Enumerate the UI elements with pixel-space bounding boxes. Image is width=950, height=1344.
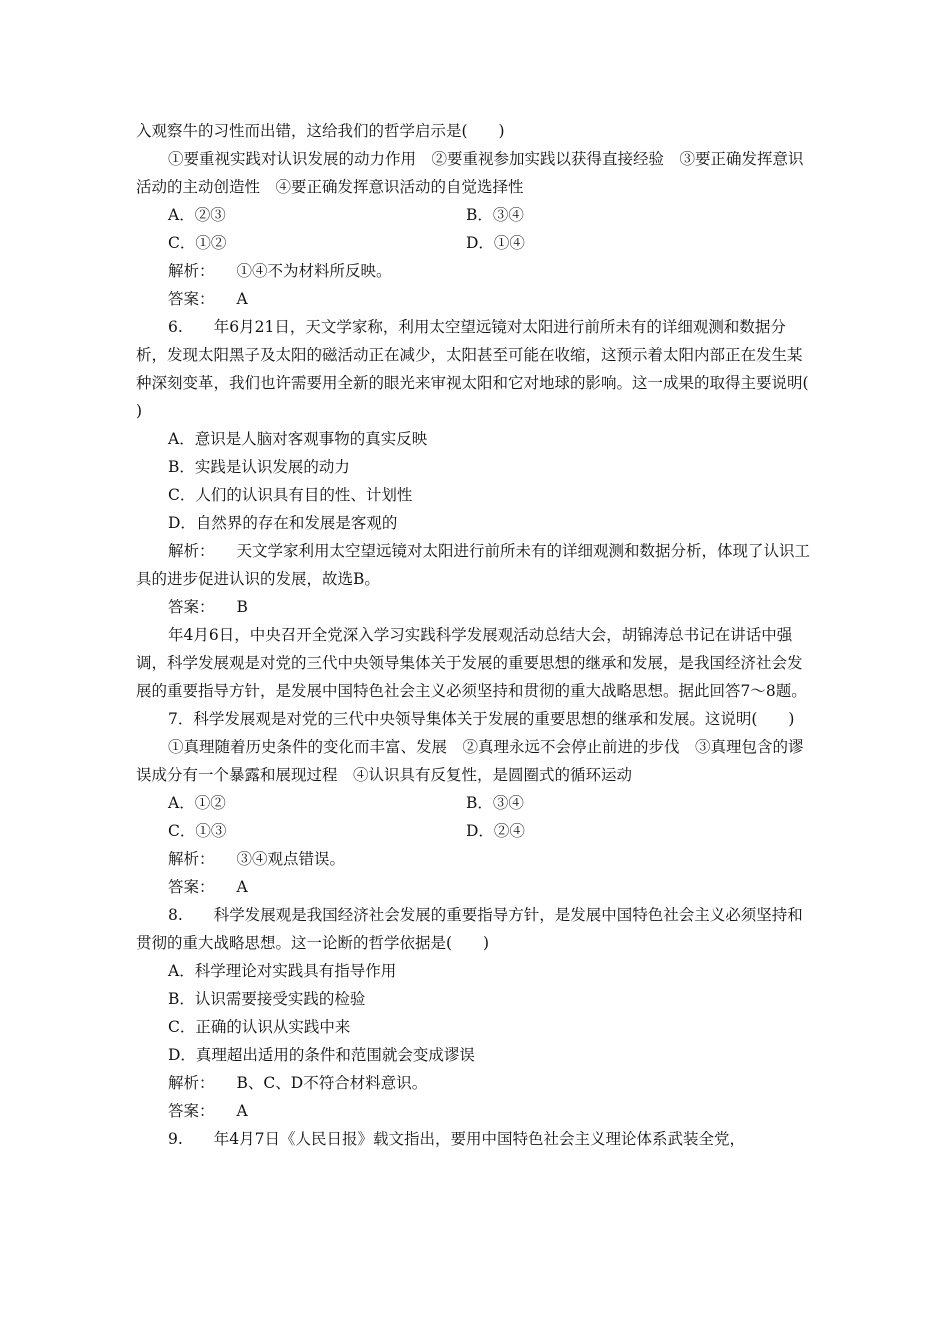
q7-analysis-text: ③④观点错误。: [236, 850, 346, 868]
q6-answer-label: 答案：: [168, 598, 215, 616]
q8-analysis-text: B、C、D不符合材料意识。: [236, 1074, 428, 1092]
q6-answer-value: B: [236, 598, 248, 616]
q8-analysis-label: 解析：: [168, 1074, 215, 1092]
q5-option-d: D．①④: [466, 234, 525, 252]
q5-analysis-text: ①④不为材料所反映。: [236, 262, 392, 280]
q5-analysis: [136, 257, 816, 285]
q5-option-c: C．①②: [168, 234, 227, 252]
q7-answer: [136, 873, 816, 901]
q5-options-text: ①要重视实践对认识发展的动力作用 ②要重视参加实践以获得直接经验 ③要正确发挥意识活动的主动创造性 ④要正确发挥意识活动的自觉选择性: [136, 150, 804, 196]
q7-options-text: ①真理随着历史条件的变化而丰富、发展 ②真理永远不会停止前进的步伐 ③真理包含的谬误成分有一个暴露和展现过程 ④认识具有反复性，是圆圈式的循环运动: [136, 738, 804, 784]
q6-answer: [136, 593, 816, 621]
q5-options-row-1: [136, 201, 816, 229]
q5-answer: [136, 285, 816, 313]
q8-option-c: C．正确的认识从实践中来: [168, 1018, 351, 1036]
q7-options-row-1: [136, 789, 816, 817]
q6-option-c: C．人们的认识具有目的性、计划性: [168, 486, 413, 504]
q7-analysis: [136, 845, 816, 873]
q5-option-b: B．③④: [466, 206, 524, 224]
q7-stem: 7．科学发展观是对党的三代中央领导集体关于发展的重要思想的继承和发展。这说明( ): [168, 710, 795, 728]
q7-answer-label: 答案：: [168, 878, 215, 896]
q7-analysis-label: 解析：: [168, 850, 215, 868]
q9-stem: 9. 年4月7日《人民日报》载文指出，要用中国特色社会主义理论体系武装全党，: [168, 1130, 746, 1148]
q6-analysis: [136, 537, 816, 593]
q7-option-c: C．①③: [168, 822, 227, 840]
q8-stem: 8. 科学发展观是我国经济社会发展的重要指导方针，是发展中国特色社会主义必须坚持和贯彻的重大战略思想。这一论断的哲学依据是( ): [136, 906, 803, 952]
q8-answer-value: A: [236, 1102, 248, 1120]
q6-option-a: A．意识是人脑对客观事物的真实反映: [168, 430, 428, 448]
q5-option-a: A．②③: [168, 206, 226, 224]
q6-analysis-label: 解析：: [168, 542, 215, 560]
q5-analysis-label: 解析：: [168, 262, 215, 280]
q6-analysis-text: 天文学家利用太空望远镜对太阳进行前所未有的详细观测和数据分析，体现了认识工具的进步促进认识的发展，故选B。: [136, 542, 811, 588]
q8-answer: [136, 1097, 816, 1125]
q6-option-b: B．实践是认识发展的动力: [168, 458, 350, 476]
q7-option-d: D．②④: [466, 822, 525, 840]
q7-options-row-2: [136, 817, 816, 845]
q8-option-d: D．真理超出适用的条件和范围就会变成谬误: [168, 1046, 475, 1064]
document-body: [136, 117, 840, 1153]
material-paragraph: 年4月6日，中央召开全党深入学习实践科学发展观活动总结大会，胡锦涛总书记在讲话中强调，科学发展观是对党的三代中央领导集体关于发展的重要思想的继承和发展，是我国经济社会发展的重要指导方针，是发展中国特色社会主义必须坚持和贯彻的重大战略思想。据此回答7～8题。: [136, 626, 807, 700]
q7-option-b: B．③④: [466, 794, 524, 812]
q7-option-a: A．①②: [168, 794, 226, 812]
q8-answer-label: 答案：: [168, 1102, 215, 1120]
q7-answer-value: A: [236, 878, 248, 896]
q6-stem: 6. 年6月21日，天文学家称，利用太空望远镜对太阳进行前所未有的详细观测和数据分析，发现太阳黑子及太阳的磁活动正在减少，太阳甚至可能在收缩，这预示着太阳内部正在发生某种深刻变革，我们也许需要用全新的眼光来审视太阳和它对地球的影响。这一成果的取得主要说明( ): [136, 318, 840, 420]
q6-option-d: D．自然界的存在和发展是客观的: [168, 514, 398, 532]
q5-stem: 入观察牛的习性而出错，这给我们的哲学启示是( ): [136, 122, 505, 140]
q5-options-row-2: [136, 229, 816, 257]
q8-option-b: B．认识需要接受实践的检验: [168, 990, 366, 1008]
q8-option-a: A．科学理论对实践具有指导作用: [168, 962, 397, 980]
q5-answer-value: A: [236, 290, 248, 308]
q8-analysis: [136, 1069, 816, 1097]
q5-answer-label: 答案：: [168, 290, 215, 308]
